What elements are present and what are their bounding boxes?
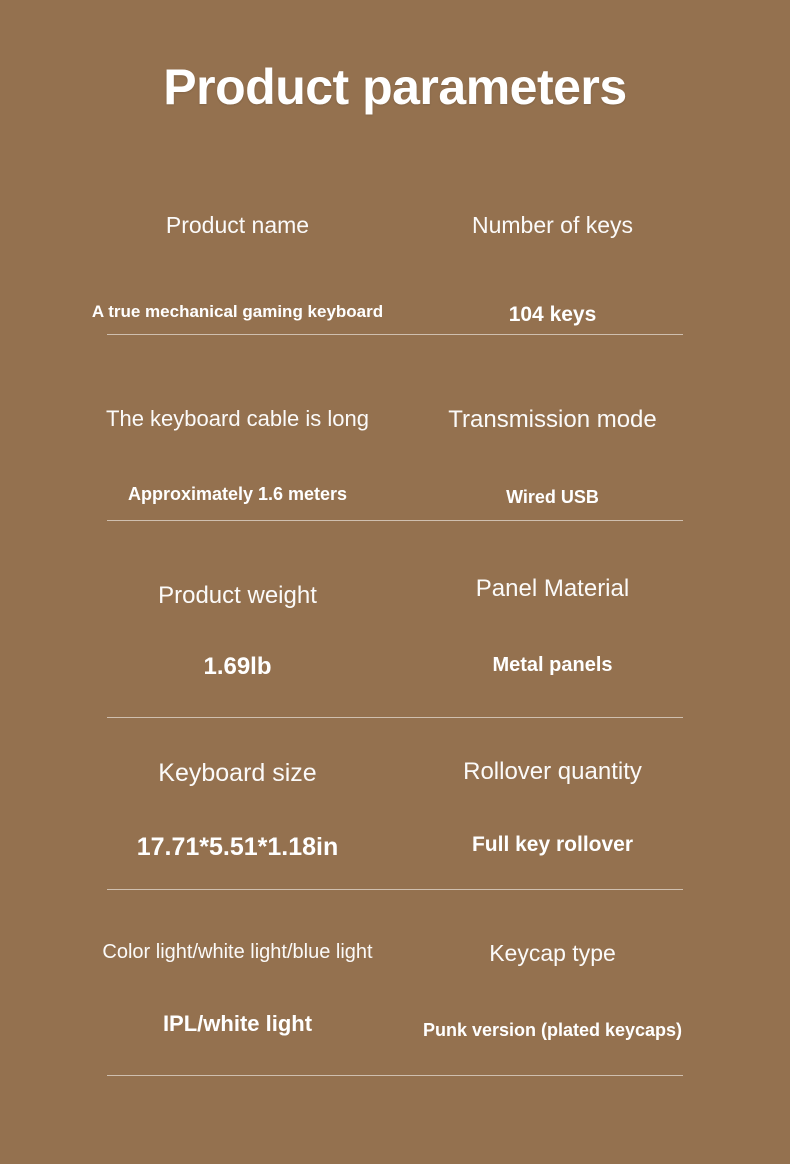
spec-cell-right (395, 208, 710, 327)
spec-value: 17.71*5.51*1.18in (136, 833, 339, 861)
spec-label: Number of keys (471, 212, 634, 238)
spec-table (0, 208, 790, 1108)
spec-label: Rollover quantity (463, 758, 642, 785)
table-row (80, 928, 710, 1108)
spec-cell-right (395, 388, 710, 508)
spec-value: Approximately 1.6 meters (127, 484, 348, 505)
spec-cell-right (395, 568, 710, 682)
spec-label: Keycap type (489, 940, 616, 966)
spec-cell-right (395, 748, 710, 862)
spec-value: Punk version (plated keycaps) (422, 1019, 683, 1040)
spec-cell-left (80, 208, 395, 327)
table-row (80, 748, 710, 928)
table-row (80, 568, 710, 748)
row-divider (107, 889, 683, 890)
spec-cell-left (80, 388, 395, 508)
spec-label: The keyboard cable is long (106, 406, 369, 431)
spec-label: Keyboard size (158, 759, 317, 787)
row-divider (107, 717, 683, 718)
row-divider (107, 1075, 683, 1076)
spec-label: Product name (165, 212, 310, 238)
page-title: Product parameters (163, 59, 627, 115)
spec-value: Full key rollover (471, 832, 634, 856)
spec-value: Wired USB (506, 486, 599, 507)
spec-cell-left (80, 928, 395, 1041)
spec-cell-left (80, 568, 395, 682)
spec-label: Transmission mode (448, 406, 657, 433)
row-divider (107, 520, 683, 521)
spec-cell-left (80, 748, 395, 862)
spec-value: IPL/white light (162, 1011, 313, 1036)
spec-label: Panel Material (475, 575, 630, 602)
spec-label: Color light/white light/blue light (102, 941, 373, 963)
spec-label: Product weight (158, 582, 317, 609)
table-row (80, 388, 710, 568)
spec-value: Metal panels (492, 653, 613, 676)
table-row (80, 208, 710, 388)
spec-value: A true mechanical gaming keyboard (91, 301, 384, 321)
spec-cell-right (395, 928, 710, 1041)
spec-value: 1.69lb (203, 652, 272, 680)
row-divider (107, 334, 683, 335)
spec-value: 104 keys (508, 302, 597, 326)
